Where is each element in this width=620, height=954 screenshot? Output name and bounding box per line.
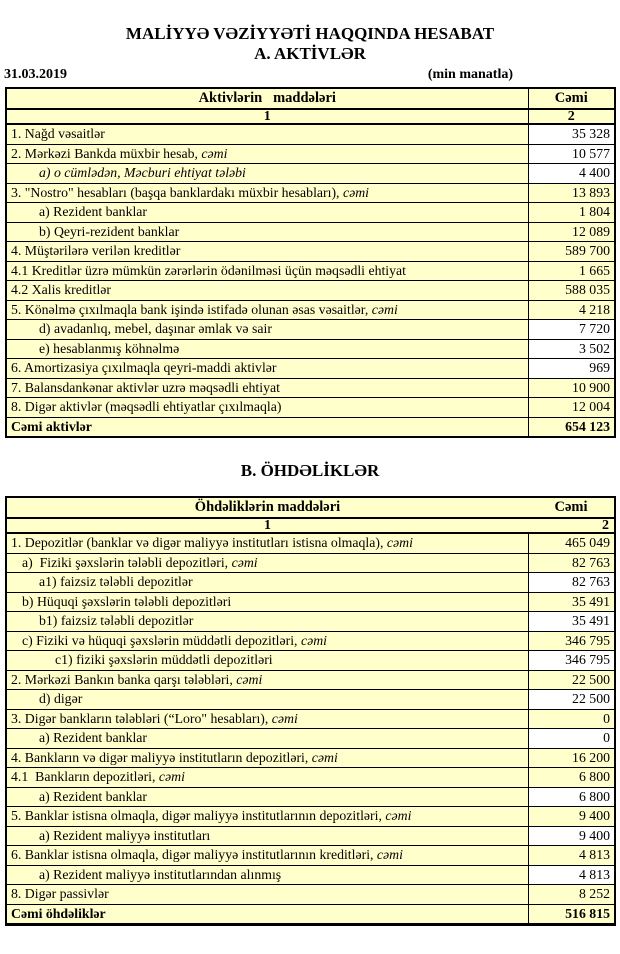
assets-table-header-row [6,88,615,109]
table-row [6,242,615,262]
assets-items-header: Aktivlərin maddələri [6,88,528,109]
table-row [6,787,615,807]
assets-table-body [6,124,615,437]
row-label: 4. Bankların və digər maliyyə institutların depozitləri, cəmi [6,748,528,768]
row-label: 7. Balansdankənar aktivlər uzrə məqsədli ehtiyat [6,378,528,398]
total-row [6,904,615,925]
row-value: 969 [528,359,615,379]
row-label: 6. Banklar istisna olmaqla, digər maliyyə institutlarının kreditləri, cəmi [6,846,528,866]
row-label: d) digər [6,690,528,710]
row-label: a) Rezident banklar [6,787,528,807]
table-row [6,300,615,320]
row-value: 6 800 [528,768,615,788]
report-date: 31.03.2019 [4,67,67,82]
row-value: 516 815 [528,904,615,925]
liabilities-table [5,496,616,926]
table-row [6,144,615,164]
section-a-title: A. AKTİVLƏR [254,44,366,63]
table-row [6,281,615,301]
row-value: 9 400 [528,807,615,827]
row-label: a) Rezident maliyyə institutlarından alınmış [6,865,528,885]
table-row [6,339,615,359]
section-b-title: B. ÖHDƏLİKLƏR [240,461,380,480]
row-label: e) hesablanmış köhnəlmə [6,339,528,359]
table-row [6,748,615,768]
liabilities-amount-header: Cəmi [528,497,615,518]
row-label: b) Qeyri-rezident banklar [6,222,528,242]
row-label: Cəmi öhdəliklər [6,904,528,925]
row-label: 4.1 Kreditlər üzrə mümkün zərərlərin ödənilməsi üçün məqsədli ehtiyat [6,261,528,281]
row-label: Cəmi aktivlər [6,417,528,437]
table-row [6,124,615,144]
table-row [6,573,615,593]
row-value: 12 089 [528,222,615,242]
table-row [6,533,615,553]
table-row [6,690,615,710]
row-value: 35 491 [528,592,615,612]
row-value: 35 491 [528,612,615,632]
table-row [6,865,615,885]
table-row [6,846,615,866]
row-label: a) Rezident maliyyə institutları [6,826,528,846]
assets-amount-header: Cəmi [528,88,615,109]
row-value: 589 700 [528,242,615,262]
row-label: 8. Digər aktivlər (məqsədli ehtiyatlar çıxılmaqla) [6,398,528,418]
row-value: 10 577 [528,144,615,164]
row-label: 1. Depozitlər (banklar və digər maliyyə institutları istisna olmaqla), cəmi [6,533,528,553]
table-row [6,670,615,690]
table-row [6,592,615,612]
table-row [6,553,615,573]
row-value: 1 804 [528,203,615,223]
table-row [6,359,615,379]
row-value: 35 328 [528,124,615,144]
assets-colnum-1: 1 [6,109,528,124]
row-value: 4 400 [528,164,615,184]
table-row [6,222,615,242]
row-value: 4 813 [528,865,615,885]
row-label: b1) faizsiz tələbli depozitlər [6,612,528,632]
row-label: 8. Digər passivlər [6,885,528,905]
row-value: 0 [528,729,615,749]
row-value: 4 218 [528,300,615,320]
table-row [6,320,615,340]
row-value: 12 004 [528,398,615,418]
row-label: 3. Digər bankların tələbləri (“Loro" hesabları), cəmi [6,709,528,729]
row-value: 9 400 [528,826,615,846]
assets-table [5,87,616,438]
table-row [6,768,615,788]
row-value: 4 813 [528,846,615,866]
meta-row [4,67,616,83]
row-label: 2. Mərkəzi Bankda müxbir hesab, cəmi [6,144,528,164]
row-value: 10 900 [528,378,615,398]
table-row [6,631,615,651]
row-value: 3 502 [528,339,615,359]
row-label: a) o cümlədən, Məcburi ehtiyat tələbi [6,164,528,184]
table-row [6,203,615,223]
row-value: 8 252 [528,885,615,905]
table-row [6,398,615,418]
table-row [6,378,615,398]
report-title: MALİYYƏ VƏZİYYƏTİ HAQQINDA HESABAT [125,24,495,43]
row-value: 588 035 [528,281,615,301]
liabilities-colnum-row [6,518,615,533]
row-label: 4. Müştərilərə verilən kreditlər [6,242,528,262]
row-value: 346 795 [528,651,615,671]
table-row [6,885,615,905]
unit-note: (min manatla) [427,67,513,82]
row-label: c) Fiziki və hüquqi şəxslərin müddətli depozitləri, cəmi [6,631,528,651]
table-row [6,709,615,729]
total-row [6,417,615,437]
row-label: 3. "Nostro" hesabları (başqa banklardakı müxbir hesabları), cəmi [6,183,528,203]
row-value: 13 893 [528,183,615,203]
row-value: 82 763 [528,573,615,593]
row-label: c1) fiziki şəxslərin müddətli depozitləri [6,651,528,671]
row-label: 4.2 Xalis kreditlər [6,281,528,301]
liabilities-colnum-2: 2 [528,518,615,533]
row-value: 346 795 [528,631,615,651]
row-label: 2. Mərkəzi Bankın banka qarşı tələbləri, cəmi [6,670,528,690]
row-value: 465 049 [528,533,615,553]
assets-colnum-2: 2 [528,109,615,124]
row-value: 654 123 [528,417,615,437]
table-row [6,651,615,671]
row-label: 6. Amortizasiya çıxılmaqla qeyri-maddi aktivlər [6,359,528,379]
report-header [0,0,620,64]
row-value: 1 665 [528,261,615,281]
row-label: b) Hüquqi şəxslərin tələbli depozitləri [6,592,528,612]
row-value: 6 800 [528,787,615,807]
assets-colnum-row [6,109,615,124]
row-value: 22 500 [528,670,615,690]
row-label: 4.1 Bankların depozitləri, cəmi [6,768,528,788]
table-row [6,807,615,827]
liabilities-table-body [6,533,615,925]
row-label: 5. Banklar istisna olmaqla, digər maliyyə institutlarının depozitləri, cəmi [6,807,528,827]
row-value: 82 763 [528,553,615,573]
liabilities-colnum-1: 1 [6,518,528,533]
row-label: a) Rezident banklar [6,729,528,749]
row-label: a) Rezident banklar [6,203,528,223]
table-row [6,261,615,281]
table-row [6,183,615,203]
row-label: d) avadanlıq, mebel, daşınar əmlak və sair [6,320,528,340]
liabilities-table-header-row [6,497,615,518]
row-label: a1) faizsiz tələbli depozitlər [6,573,528,593]
row-label: 5. Könəlmə çıxılmaqla bank işində istifadə olunan əsas vəsaitlər, cəmi [6,300,528,320]
table-row [6,164,615,184]
table-row [6,612,615,632]
table-row [6,826,615,846]
row-value: 7 720 [528,320,615,340]
table-row [6,729,615,749]
row-value: 0 [528,709,615,729]
liabilities-items-header: Öhdəliklərin maddələri [6,497,528,518]
row-label: a) Fiziki şəxslərin tələbli depozitləri, cəmi [6,553,528,573]
row-value: 22 500 [528,690,615,710]
row-value: 16 200 [528,748,615,768]
row-label: 1. Nağd vəsaitlər [6,124,528,144]
